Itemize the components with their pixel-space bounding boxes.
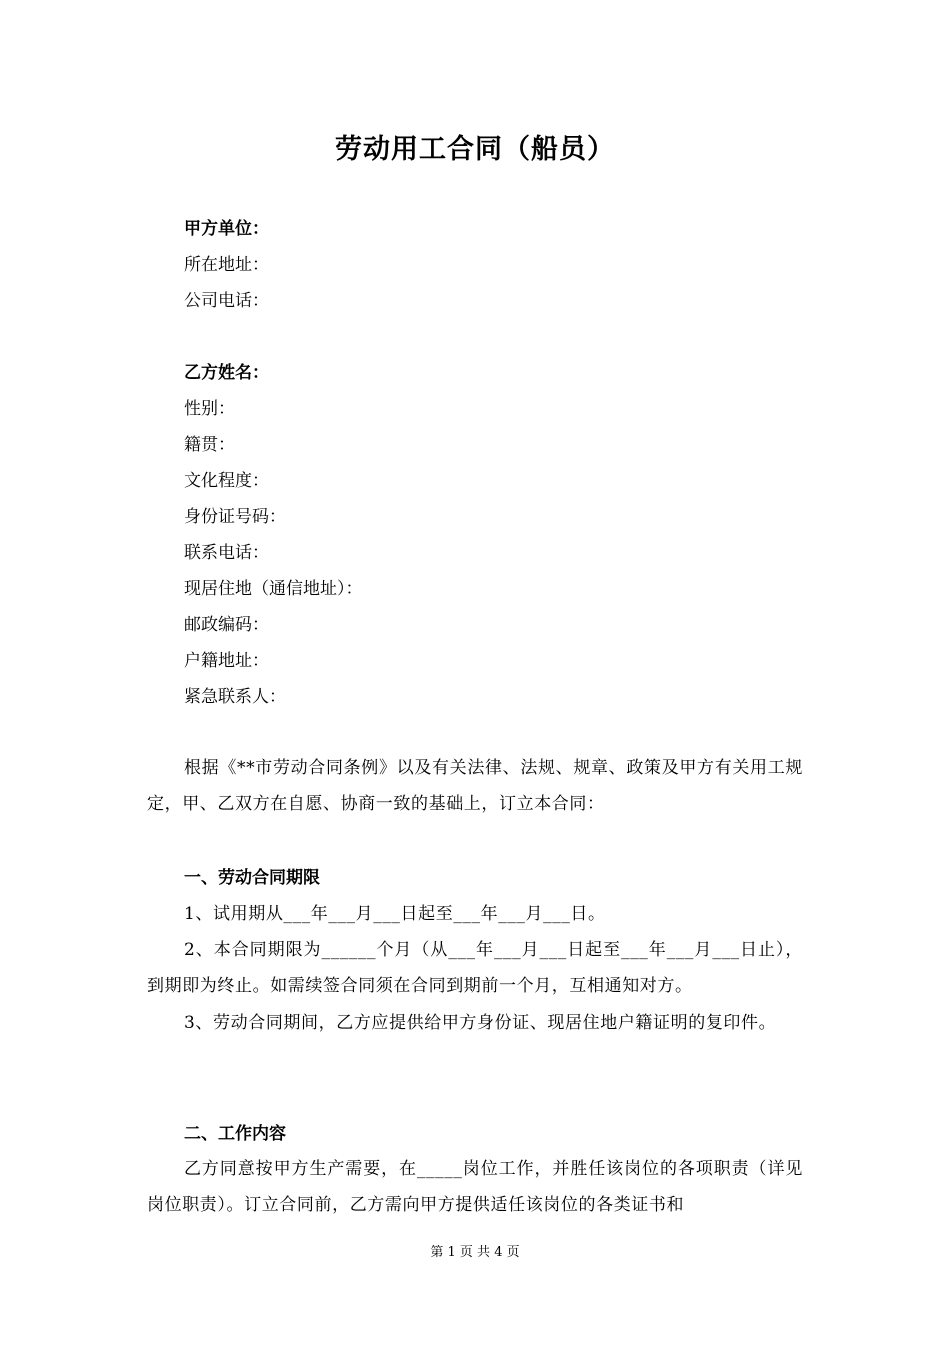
- party-b-name-label: 乙方姓名：: [184, 363, 269, 383]
- party-b-postcode-label: 邮政编码：: [184, 615, 269, 635]
- party-b-native-place-label: 籍贯：: [184, 435, 235, 455]
- party-b-residence-label: 现居住地（通信地址）：: [184, 579, 363, 599]
- party-b-phone-label: 联系电话：: [184, 543, 269, 563]
- page-footer: 第 1 页 共 4 页: [430, 1245, 520, 1260]
- section1-heading: 一、劳动合同期限: [184, 868, 320, 888]
- party-a-address-label: 所在地址：: [184, 255, 269, 275]
- document-title: 劳动用工合同（船员）: [335, 134, 615, 165]
- party-a-phone-label: 公司电话：: [184, 291, 269, 311]
- section1-item3: 3、劳动合同期间，乙方应提供给甲方身份证、现居住地户籍证明的复印件。: [184, 1013, 777, 1033]
- party-b-emergency-contact-label: 紧急联系人：: [184, 687, 286, 707]
- party-b-education-label: 文化程度：: [184, 471, 269, 491]
- section2-heading: 二、工作内容: [184, 1124, 286, 1144]
- section1-item1: 1、试用期从___年___月___日起至___年___月___日。: [184, 904, 606, 924]
- party-b-household-address-label: 户籍地址：: [184, 651, 269, 671]
- preamble-paragraph: 根据《**市劳动合同条例》以及有关法律、法规、规章、政策及甲方有关用工规定，甲、乙双方在自愿、协商一致的基础上，订立本合同：: [147, 758, 803, 814]
- section1-item2: 2、本合同期限为______个月（从___年___月___日起至___年___月___日止），到期即为终止。如需续签合同须在合同到期前一个月，互相通知对方。: [147, 940, 803, 996]
- party-b-id-number-label: 身份证号码：: [184, 507, 286, 527]
- section2-body: 乙方同意按甲方生产需要，在_____岗位工作，并胜任该岗位的各项职责（详见岗位职责）。订立合同前，乙方需向甲方提供适任该岗位的各类证书和: [147, 1159, 803, 1215]
- party-b-gender-label: 性别：: [184, 399, 235, 419]
- party-a-unit-label: 甲方单位：: [184, 219, 269, 239]
